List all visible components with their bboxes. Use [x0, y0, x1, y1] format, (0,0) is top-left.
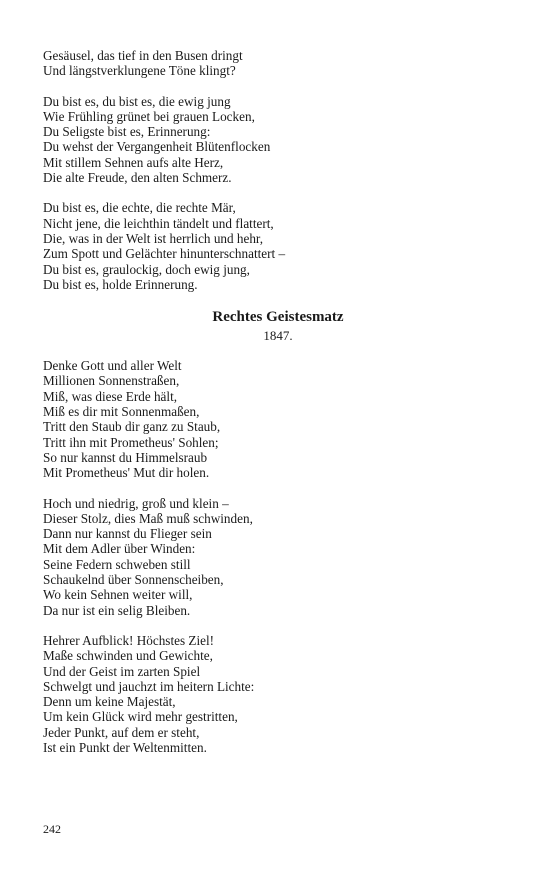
verse-line: Denn um keine Majestät, — [43, 694, 176, 710]
verse-line: Du Seligste bist es, Erinnerung: — [43, 124, 211, 140]
stanza — [43, 94, 513, 186]
verse-line: Tritt den Staub dir ganz zu Staub, — [43, 419, 221, 435]
verse-line: Dieser Stolz, dies Maß muß schwinden, — [43, 510, 253, 526]
page-number: 242 — [43, 822, 61, 836]
book-page — [43, 48, 513, 770]
verse-line: Jeder Punkt, auf dem er steht, — [43, 724, 200, 740]
verse-line: Tritt ihn mit Prometheus' Sohlen; — [43, 434, 219, 450]
stanza — [43, 496, 513, 618]
verse-line: Wie Frühling grünet bei grauen Locken, — [43, 108, 255, 124]
poem-title: Rechtes Geistesmatz — [212, 309, 344, 326]
verse-line: Mit dem Adler über Winden: — [43, 541, 196, 557]
poem-year: 1847. — [263, 328, 293, 344]
verse-line: Dann nur kannst du Flieger sein — [43, 526, 212, 542]
verse-line: Mit Prometheus' Mut dir holen. — [43, 465, 210, 481]
verse-line: Mit stillem Sehnen aufs alte Herz, — [43, 154, 224, 170]
verse-line: Zum Spott und Gelächter hinunterschnattert – — [43, 246, 286, 262]
verse-line: Du bist es, graulockig, doch ewig jung, — [43, 261, 250, 277]
verse-line: Du bist es, die echte, die rechte Mär, — [43, 200, 236, 216]
verse-line: Seine Federn schweben still — [43, 556, 191, 572]
verse-line: Und der Geist im zarten Spiel — [43, 663, 201, 679]
stanza — [43, 200, 513, 292]
stanza — [43, 358, 513, 480]
verse-line: Denke Gott und aller Welt — [43, 358, 182, 374]
stanza — [43, 48, 513, 79]
verse-line: Schwelgt und jauchzt im heitern Lichte: — [43, 678, 255, 694]
verse-line: Nicht jene, die leichthin tändelt und flattert, — [43, 215, 274, 231]
verse-line: Da nur ist ein selig Bleiben. — [43, 602, 191, 618]
verse-line: Miß, was diese Erde hält, — [43, 388, 178, 404]
poem-continued — [43, 48, 513, 292]
verse-line: Millionen Sonnenstraßen, — [43, 373, 180, 389]
verse-line: Ist ein Punkt der Weltenmitten. — [43, 739, 207, 755]
verse-line: Du wehst der Vergangenheit Blütenflocken — [43, 139, 271, 155]
verse-line: Maße schwinden und Gewichte, — [43, 648, 213, 664]
verse-line: Wo kein Sehnen weiter will, — [43, 587, 193, 603]
poem — [43, 308, 513, 755]
verse-line: Gesäusel, das tief in den Busen dringt — [43, 48, 243, 63]
stanza — [43, 633, 513, 755]
verse-line: Schaukelnd über Sonnenscheiben, — [43, 572, 224, 588]
verse-line: Du bist es, holde Erinnerung. — [43, 276, 198, 292]
verse-line: Du bist es, du bist es, die ewig jung — [43, 93, 231, 109]
verse-line: Die alte Freude, den alten Schmerz. — [43, 170, 232, 186]
verse-line: Hehrer Aufblick! Höchstes Ziel! — [43, 632, 215, 648]
verse-line: Die, was in der Welt ist herrlich und hehr, — [43, 230, 264, 246]
verse-line: Miß es dir mit Sonnenmaßen, — [43, 404, 200, 420]
verse-line: So nur kannst du Himmelsraub — [43, 449, 208, 465]
verse-line: Und längstverklungene Töne klingt? — [43, 63, 236, 79]
verse-line: Hoch und niedrig, groß und klein – — [43, 495, 229, 511]
verse-line: Um kein Glück wird mehr gestritten, — [43, 709, 238, 725]
